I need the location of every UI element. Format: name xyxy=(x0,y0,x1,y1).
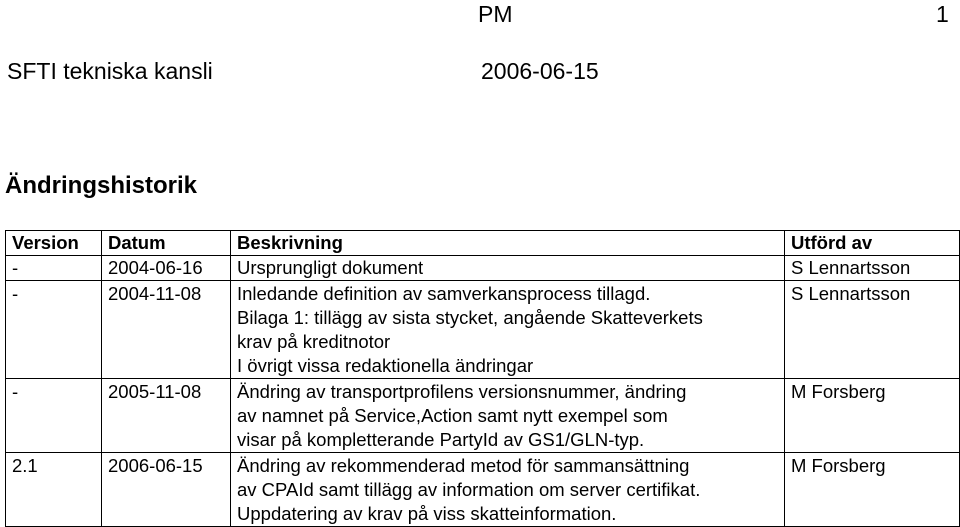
date-cell: 2005-11-08 xyxy=(102,379,231,453)
description-line: krav på kreditnotor xyxy=(237,331,391,352)
table-row xyxy=(6,453,960,527)
description-line: I övrigt vissa redaktionella ändringar xyxy=(237,355,534,376)
version-cell: - xyxy=(6,281,102,379)
column-header-description: Beskrivning xyxy=(231,231,785,256)
organization-name: SFTI tekniska kansli xyxy=(7,58,213,84)
version-cell: 2.1 xyxy=(6,453,102,527)
table-row xyxy=(6,379,960,453)
performed-by-cell: M Forsberg xyxy=(785,379,960,453)
date-cell: 2004-11-08 xyxy=(102,281,231,379)
description-line: Ändring av rekommenderad metod för sammansättning xyxy=(237,455,690,476)
table-header-row xyxy=(6,231,960,256)
table-row xyxy=(6,281,960,379)
description-line: av namnet på Service,Action samt nytt exempel som xyxy=(237,405,668,426)
description-line: Ändring av transportprofilens versionsnummer, ändring xyxy=(237,381,687,402)
description-cell xyxy=(231,453,785,527)
description-line: av CPAId samt tillägg av information om server certifikat. xyxy=(237,479,701,500)
description-cell xyxy=(231,379,785,453)
column-header-version: Version xyxy=(6,231,102,256)
document-date: 2006-06-15 xyxy=(481,58,599,84)
description-line: Uppdatering av krav på viss skatteinformation. xyxy=(237,503,617,524)
change-history-table xyxy=(5,230,960,527)
version-cell: - xyxy=(6,379,102,453)
description-cell xyxy=(231,281,785,379)
description-line: visar på kompletterande PartyId av GS1/GLN-typ. xyxy=(237,429,645,450)
performed-by-cell: M Forsberg xyxy=(785,453,960,527)
performed-by-cell: S Lennartsson xyxy=(785,256,960,281)
date-cell: 2006-06-15 xyxy=(102,453,231,527)
performed-by-cell: S Lennartsson xyxy=(785,281,960,379)
table-row xyxy=(6,256,960,281)
section-title: Ändringshistorik xyxy=(5,172,198,199)
page-number: 1 xyxy=(936,1,949,27)
description-line: Inledande definition av samverkansprocess tillagd. xyxy=(237,283,651,304)
document-code: PM xyxy=(478,1,513,27)
description-line: Ursprungligt dokument xyxy=(237,257,424,278)
description-cell xyxy=(231,256,785,281)
column-header-performed-by: Utförd av xyxy=(785,231,960,256)
version-cell: - xyxy=(6,256,102,281)
column-header-date: Datum xyxy=(102,231,231,256)
description-line: Bilaga 1: tillägg av sista stycket, angående Skatteverkets xyxy=(237,307,703,328)
date-cell: 2004-06-16 xyxy=(102,256,231,281)
